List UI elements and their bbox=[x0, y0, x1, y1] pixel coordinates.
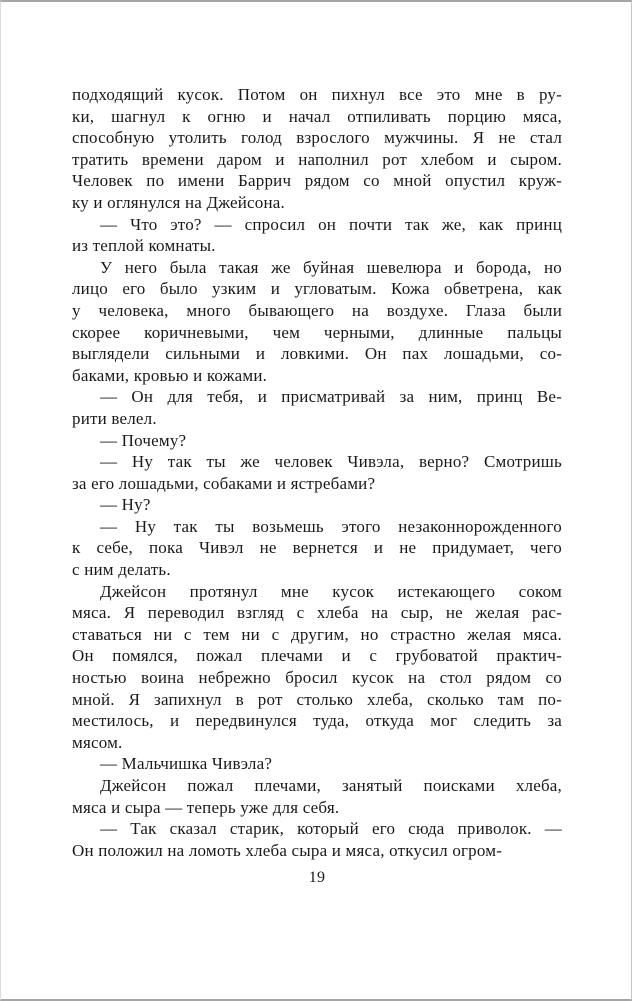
text-line: Он помялся, пожал плечами и с грубоватой практич- bbox=[72, 646, 562, 666]
paragraph bbox=[72, 775, 562, 818]
text-line: к себе, пока Чивэл не вернется и не придумает, чего bbox=[72, 538, 562, 558]
text-line: мной. Я запихнул в рот столько хлеба, сколько там по- bbox=[72, 689, 562, 709]
paragraph bbox=[72, 818, 562, 861]
text-line: скорее коричневыми, чем черными, длинные пальцы bbox=[72, 322, 562, 342]
paragraph bbox=[72, 494, 562, 516]
text-line: Он положил на ломоть хлеба сыра и мяса, откусил огром- bbox=[72, 840, 503, 860]
paragraph bbox=[72, 430, 562, 452]
text-line: Человек по имени Баррич рядом со мной опустил круж- bbox=[72, 171, 562, 191]
text-line: — Почему? bbox=[100, 430, 187, 450]
text-line: — Что это? — спросил он почти так же, как принц bbox=[100, 214, 562, 234]
text-line: из теплой комнаты. bbox=[72, 236, 216, 256]
paragraph bbox=[72, 581, 562, 754]
paragraph bbox=[72, 516, 562, 581]
text-line: за его лошадьми, собаками и ястребами? bbox=[72, 473, 376, 493]
text-line: У него была такая же буйная шевелюра и борода, но bbox=[100, 257, 562, 277]
text-line: — Ну? bbox=[100, 495, 151, 515]
text-line: ностью воина небрежно бросил кусок на стол рядом со bbox=[72, 668, 562, 688]
paragraph bbox=[72, 386, 562, 429]
text-line: Джейсон протянул мне кусок истекающего соком bbox=[100, 581, 562, 601]
text-line: выглядели сильными и ловкими. Он пах лошадьми, со- bbox=[72, 344, 562, 364]
text-line: местилось, и передвинулся туда, откуда мог следить за bbox=[72, 711, 562, 731]
page-number: 19 bbox=[308, 869, 326, 886]
text-line: ки, шагнул к огню и начал отпиливать порцию мяса, bbox=[72, 106, 562, 126]
paragraph bbox=[72, 257, 562, 387]
paragraph bbox=[72, 451, 562, 494]
paragraph bbox=[72, 84, 562, 214]
text-line: — Так сказал старик, который его сюда приволок. — bbox=[100, 819, 562, 839]
text-line: — Мальчишка Чивэла? bbox=[100, 754, 273, 774]
text-line: мяса. Я переводил взгляд с хлеба на сыр, не желая рас- bbox=[72, 603, 562, 623]
text-line: — Ну так ты возьмешь этого незаконнорожденного bbox=[100, 516, 562, 536]
text-line: Джейсон пожал плечами, занятый поисками хлеба, bbox=[100, 776, 562, 795]
book-page-text bbox=[72, 84, 562, 861]
text-line: лицо его было узким и угловатым. Кожа обветрена, как bbox=[72, 279, 562, 299]
text-line: мясом. bbox=[72, 732, 123, 752]
text-line: баками, кровью и кожами. bbox=[72, 365, 268, 385]
text-line: с ним делать. bbox=[72, 560, 171, 580]
text-line: — Он для тебя, и присматривай за ним, принц Ве- bbox=[100, 387, 562, 407]
text-line: способную утолить голод взрослого мужчины. Я не стал bbox=[72, 128, 562, 148]
text-line: подходящий кусок. Потом он пихнул все это мне в ру- bbox=[72, 85, 562, 104]
text-line: — Ну так ты же человек Чивэла, верно? Смотришь bbox=[100, 452, 562, 472]
text-line: у человека, много бывающего на воздухе. Глаза были bbox=[72, 300, 562, 320]
text-line: мяса и сыра — теперь уже для себя. bbox=[72, 797, 340, 817]
text-line: тратить времени даром и наполнил рот хлебом и сыром. bbox=[72, 149, 562, 169]
paragraph bbox=[72, 753, 562, 775]
text-line: рити велел. bbox=[72, 408, 157, 428]
paragraph bbox=[72, 214, 562, 257]
text-line: ку и оглянулся на Джейсона. bbox=[72, 192, 285, 212]
text-line: ставаться ни с тем ни с другим, но страстно желая мяса. bbox=[72, 624, 562, 644]
